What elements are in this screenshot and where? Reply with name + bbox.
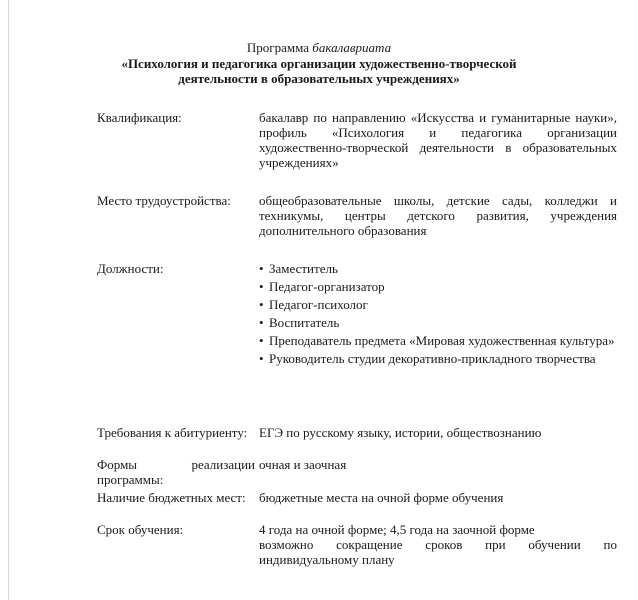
qualification-value: бакалавр по направлению «Искусства и гуманитарные науки», профиль «Психология и педагогика организации художественно-творческой деятельности в образовательных учреждениях» — [259, 110, 617, 170]
forms-label: Формы реализации программы: — [97, 457, 255, 487]
bullet-icon: • — [259, 333, 264, 348]
program-type: бакалавриата — [312, 40, 392, 55]
positions-label: Должности: — [97, 261, 164, 276]
workplace-value: общеобразовательные школы, детские сады, колледжи и техникумы, центры детского развития, учреждения дополнительного образования — [259, 193, 617, 238]
list-item: • Преподаватель предмета «Мировая художественная культура» — [259, 333, 615, 348]
duration-value-line1: 4 года на очной форме; 4,5 года на заочной форме — [259, 522, 535, 537]
list-item: • Воспитатель — [259, 315, 340, 330]
program-prefix: Программа — [246, 40, 313, 55]
page-edge — [8, 0, 9, 600]
list-item: • Заместитель — [259, 261, 338, 276]
program-type-line — [0, 40, 638, 55]
program-title-line2: деятельности в образовательных учреждениях» — [178, 71, 460, 86]
duration-label: Срок обучения: — [97, 522, 184, 537]
list-item: • Руководитель студии декоративно-прикладного творчества — [259, 351, 596, 366]
list-item: • Педагог-организатор — [259, 279, 385, 294]
bullet-icon: • — [259, 351, 264, 366]
forms-value: очная и заочная — [259, 457, 347, 472]
duration-value-line2: возможно сокращение сроков при обучении по индивидуальному плану — [259, 537, 617, 567]
requirements-value: ЕГЭ по русскому языку, истории, обществознанию — [259, 425, 542, 440]
bullet-icon: • — [259, 315, 264, 330]
duration-value — [259, 522, 617, 567]
bullet-icon: • — [259, 279, 264, 294]
program-title-line1: «Психология и педагогика организации художественно-творческой — [121, 56, 517, 71]
positions-value — [259, 261, 617, 369]
requirements-label: Требования к абитуриенту: — [97, 425, 248, 440]
list-item: • Педагог-психолог — [259, 297, 368, 312]
budget-label: Наличие бюджетных мест: — [97, 490, 246, 505]
qualification-label: Квалификация: — [97, 110, 182, 125]
positions-list — [259, 261, 617, 366]
bullet-icon: • — [259, 297, 264, 312]
budget-value: бюджетные места на очной форме обучения — [259, 490, 504, 505]
workplace-label: Место трудоустройства: — [97, 193, 231, 208]
bullet-icon: • — [259, 261, 264, 276]
